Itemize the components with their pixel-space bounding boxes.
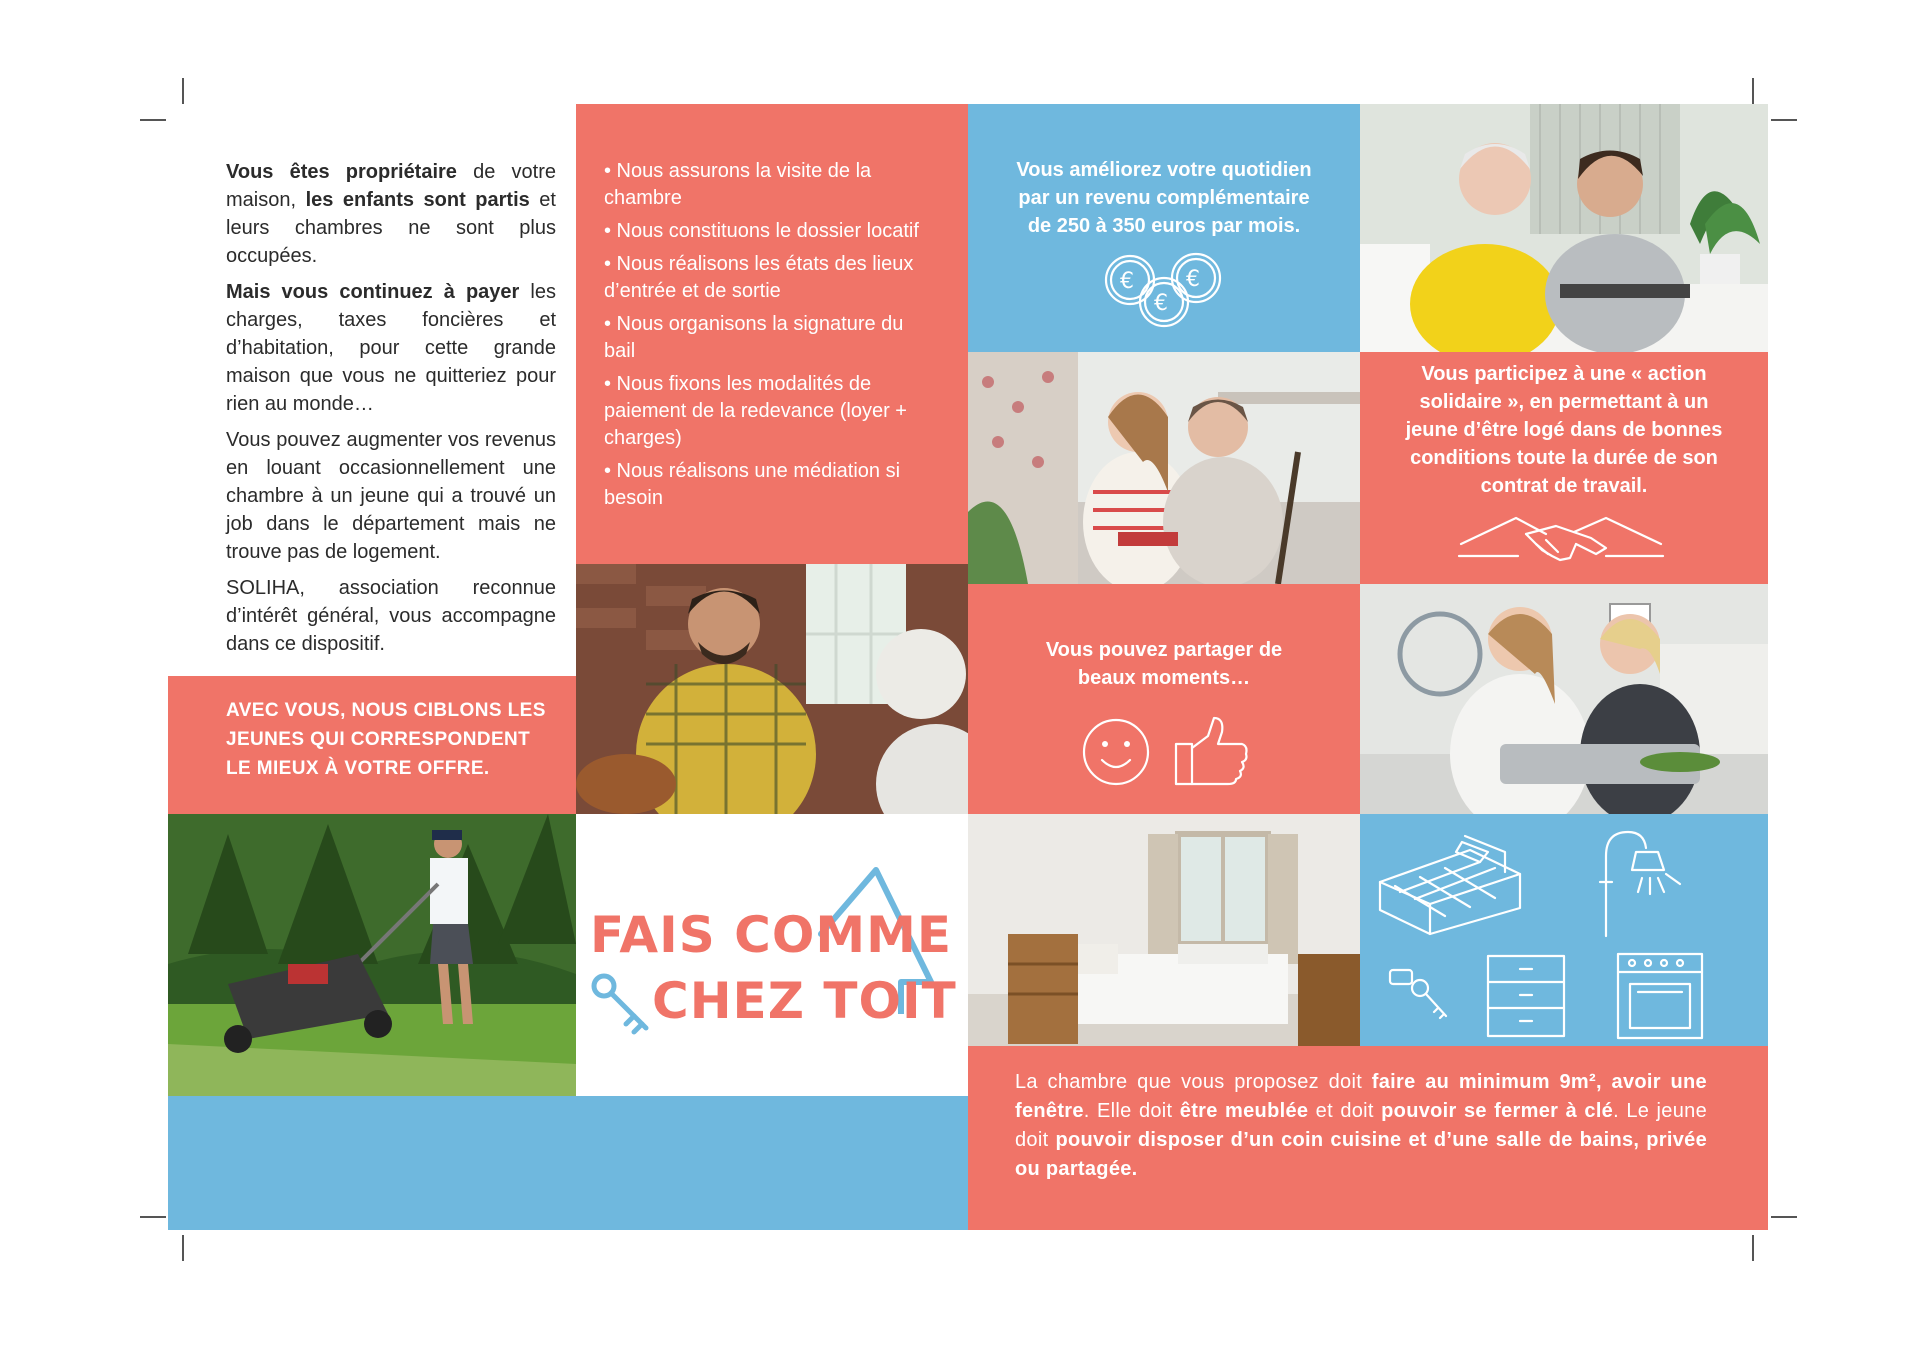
intro-bold: Mais vous continuez à payer: [226, 281, 520, 303]
intro-text-run: les charges, taxes foncières et d’habitation, pour cette grande maison que vous ne quitteriez pour rien au monde…: [226, 281, 557, 415]
service-item: • Nous fixons les modalités de paiement de la redevance (loyer + charges): [604, 373, 907, 449]
photo-bedroom: [968, 814, 1360, 1046]
bed-icon: [1370, 822, 1530, 938]
smiley-icon: [1080, 716, 1152, 788]
crop-mark: [1752, 78, 1754, 104]
service-item: • Nous réalisons une médiation si besoin: [604, 460, 901, 509]
intro-bold: Vous êtes propriétaire: [226, 161, 457, 183]
room-text-bold: pouvoir disposer d’un coin cuisine et d’une salle de bains, privée ou partagée.: [1015, 1129, 1707, 1180]
moments-panel: [968, 584, 1360, 814]
bottom-blue-band: [168, 1096, 968, 1230]
intro-paragraph-1: [226, 158, 556, 270]
amenities-panel: [1360, 814, 1768, 1046]
key-icon: [590, 970, 656, 1042]
svg-text:€: €: [1120, 269, 1134, 294]
moments-text: Vous pouvez partager de beaux moments…: [1045, 639, 1283, 689]
handshake-icon: [1456, 504, 1666, 570]
thumbs-up-icon: [1172, 714, 1252, 788]
intro-text: [226, 158, 556, 666]
drawers-icon: [1482, 950, 1570, 1042]
crop-mark: [182, 1235, 184, 1261]
keys-icon: [1386, 966, 1456, 1026]
service-item: • Nous constituons le dossier locatif: [604, 220, 919, 242]
target-banner: [168, 676, 576, 814]
room-text-run: . Le jeune doit: [1015, 1100, 1707, 1151]
svg-text:€: €: [1186, 267, 1200, 292]
service-item: • Nous assurons la visite de la chambre: [604, 160, 872, 209]
room-text-run: La chambre que vous proposez doit: [1015, 1071, 1372, 1093]
oven-icon: [1612, 948, 1708, 1044]
intro-paragraph-2: [226, 278, 556, 418]
services-list: [604, 158, 934, 518]
revenue-text: Vous améliorez votre quotidien par un revenu complémentaire de 250 à 350 euros par mois.: [1016, 159, 1312, 237]
crop-mark: [140, 119, 166, 121]
revenue-panel: [968, 104, 1360, 352]
photo-young-woman-with-senior-woman: [968, 352, 1360, 584]
crop-mark: [1752, 1235, 1754, 1261]
target-banner-text: AVEC VOUS, NOUS CIBLONS LES JEUNES QUI CORRESPONDENT LE MIEUX À VOTRE OFFRE.: [226, 700, 546, 779]
room-text-run: . Elle doit: [1083, 1100, 1180, 1122]
room-text-bold: pouvoir se fermer à clé: [1381, 1100, 1614, 1122]
crop-mark: [140, 1216, 166, 1218]
svg-text:€: €: [1154, 291, 1168, 316]
photo-young-man-at-table: [576, 564, 968, 814]
crop-mark: [182, 78, 184, 104]
intro-paragraph-4: SOLIHA, association reconnue d’intérêt général, vous accompagne dans ce dispositif.: [226, 577, 556, 655]
intro-text-run: de votre maison,: [226, 161, 556, 211]
crop-mark: [1771, 1216, 1797, 1218]
service-item: • Nous organisons la signature du bail: [604, 313, 904, 362]
service-item: • Nous réalisons les états des lieux d’entrée et de sortie: [604, 253, 914, 302]
intro-bold: les enfants sont partis: [305, 189, 530, 211]
solidarity-panel: [1360, 352, 1768, 584]
room-text-run: et doit: [1308, 1100, 1382, 1122]
euro-coins-icon: [1098, 248, 1232, 332]
solidarity-text: Vous participez à une « action solidaire », en permettant à un jeune d’être logé dans de bonnes conditions toute la durée de son contrat de travail.: [1405, 363, 1723, 497]
shower-icon: [1592, 822, 1692, 942]
room-text-bold: faire au minimum 9m², avoir une fenêtre: [1015, 1071, 1707, 1122]
photo-man-mowing-lawn: [168, 814, 576, 1096]
logo-line-2: CHEZ TOIT: [652, 972, 957, 1030]
room-requirements-text: [1015, 1068, 1707, 1184]
room-text-bold: être meublée: [1179, 1100, 1309, 1122]
photo-senior-and-young-man-laptop: [1360, 104, 1768, 352]
crop-mark: [1771, 119, 1797, 121]
photo-cooking-together: [1360, 584, 1768, 814]
logo-line-1: FAIS COMME: [590, 906, 953, 964]
logo-panel: [576, 814, 968, 1096]
intro-paragraph-3: Vous pouvez augmenter vos revenus en louant occasionnellement une chambre à un jeune qui a trouvé un job dans le département mais ne trouve pas de logement.: [226, 429, 556, 563]
intro-text-run: et leurs chambres ne sont plus occupées.: [226, 189, 556, 267]
